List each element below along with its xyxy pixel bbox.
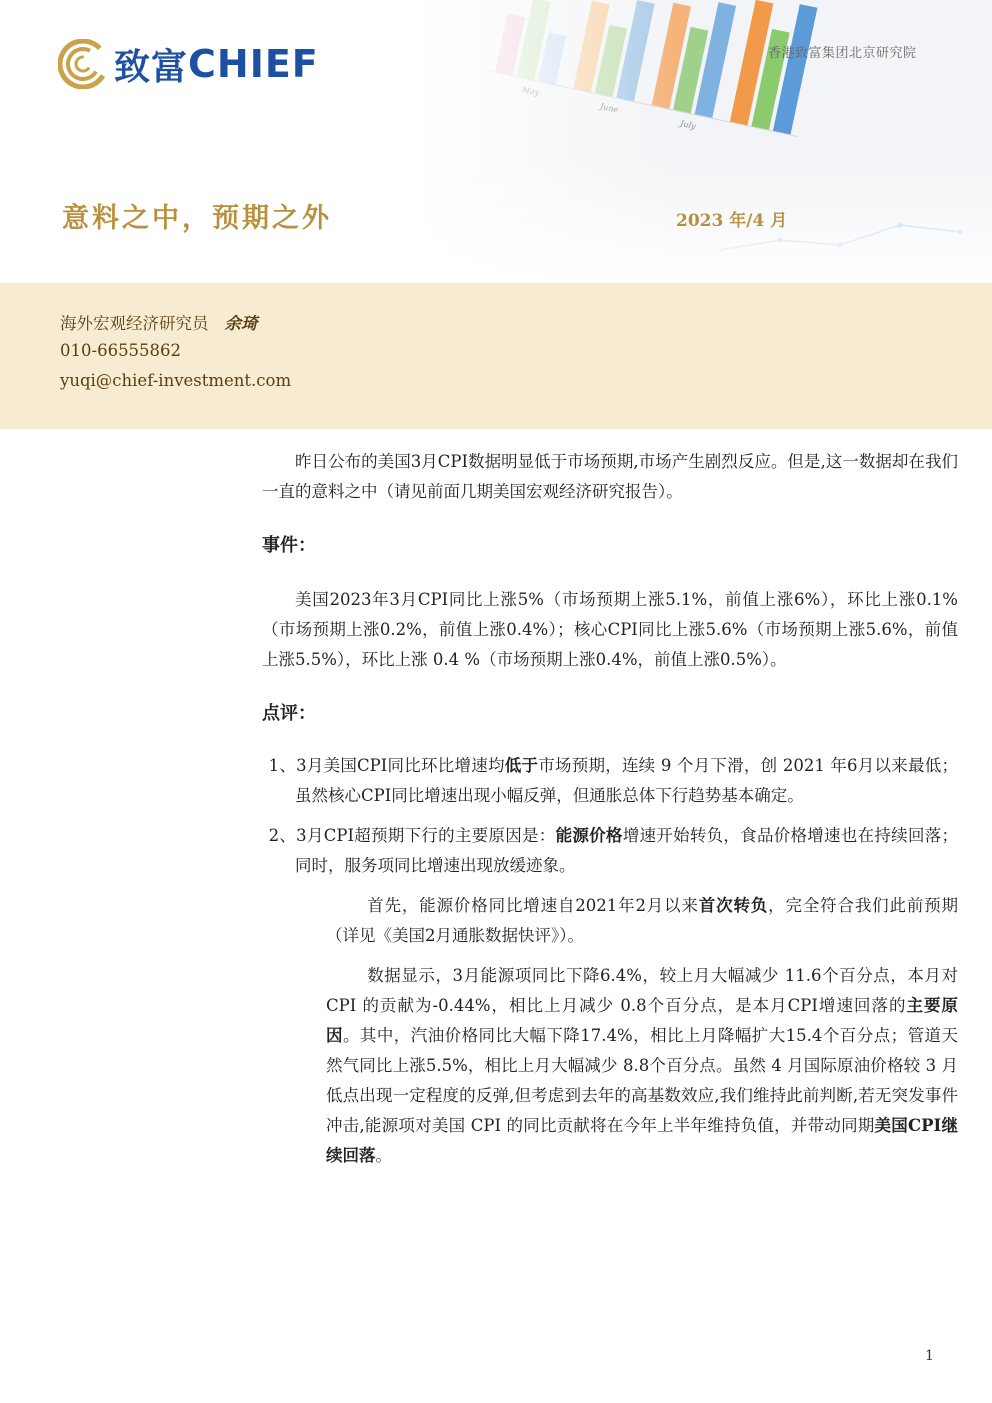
brand-name-cn: 致富 [114, 46, 189, 88]
event-paragraph: 美国2023年3月CPI同比上涨5%（市场预期上涨5.1%，前值上涨6%），环比上涨0.1%（市场预期上涨0.2%，前值上涨0.4%）；核心CPI同比上涨5.6%（市场预期上涨5.6%，前值上涨5.5%），环比上涨 0.4 %（市场预期上涨0.4%，前值上涨0.5%）。 [262, 590, 958, 669]
author-email[interactable]: yuqi@chief-investment.com [60, 371, 292, 390]
comment-heading: 点评： [262, 703, 316, 724]
sub-paragraph-1: 首先，能源价格同比增速自2021年2月以来首次转负，完全符合我们此前预期（详见《美国2月通胀数据快评》）。 [326, 896, 958, 945]
report-date: 2023 年/4 月 [676, 211, 788, 231]
sub-paragraph-2: 数据显示，3月能源项同比下降6.4%，较上月大幅减少 11.6个百分点，本月对 CPI 的贡献为-0.44%，相比上月减少 0.8个百分点，是本月CPI增速回落的主要原因。其中，汽油价格同比大幅下降17.4%，相比上月降幅扩大15.4个百分点；管道天然气同比上涨5.5%，相比上月大幅减少 8.8个百分点。虽然 4 月国际原油价格较 3 月低点出现一定程度的反弹,但考虑到去年的高基数效应,我们维持此前判断,若无突发事件冲击,能源项对美国 CPI 的同比贡献将在今年上半年维持负值，并带动同期美国CPI继续回落。 [326, 966, 959, 1165]
brand-name-en: CHIEF [188, 42, 319, 86]
page-number: 1 [925, 1348, 934, 1364]
report-title: 意料之中，预期之外 [62, 203, 332, 234]
author-phone: 010-66555862 [60, 341, 182, 360]
author-role-line [60, 310, 258, 334]
author-role: 海外宏观经济研究员 [60, 314, 209, 333]
company-logo [58, 38, 319, 90]
report-body [262, 447, 958, 1171]
comment-item-1: 1、3月美国CPI同比环比增速均低于市场预期，连续 9 个月下滑，创 2021 年6月以来最低；虽然核心CPI同比增速出现小幅反弹，但通胀总体下行趋势基本确定。 [268, 756, 959, 805]
comment-item-2: 2、3月CPI超预期下行的主要原因是：能源价格增速开始转负，食品价格增速也在持续回落；同时，服务项同比增速出现放缓迹象。 [268, 826, 959, 875]
intro-paragraph: 昨日公布的美国3月CPI数据明显低于市场预期,市场产生剧烈反应。但是,这一数据却在我们一直的意料之中（请见前面几期美国宏观经济研究报告）。 [262, 452, 958, 501]
event-heading: 事件： [262, 535, 316, 556]
report-header [0, 0, 992, 283]
institute-name: 香港致富集团北京研究院 [768, 46, 917, 61]
author-name: 余琦 [224, 314, 258, 333]
chief-logo-icon [58, 39, 108, 89]
